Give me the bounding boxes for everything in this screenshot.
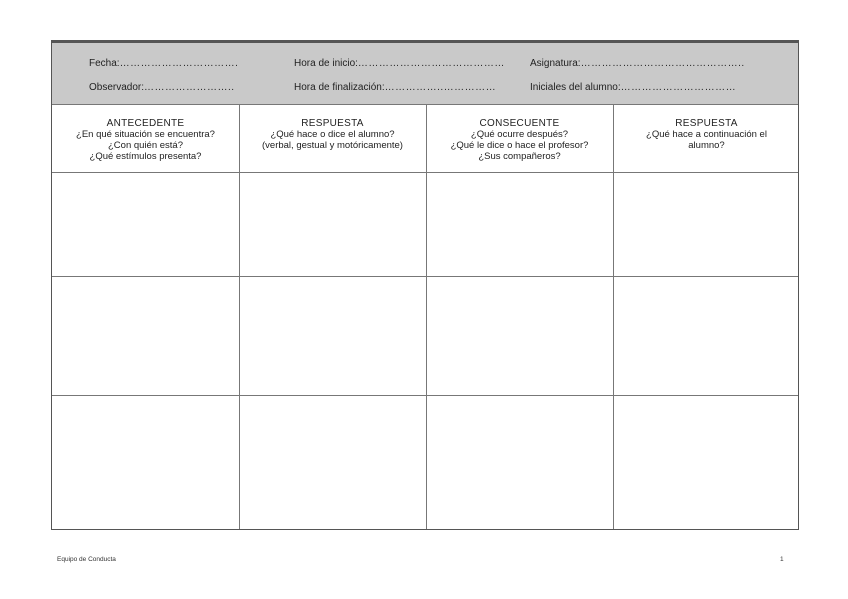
asignatura-field[interactable] (530, 58, 745, 69)
hora-finalizacion-label: Hora de finalización: (294, 82, 385, 93)
response-cell[interactable] (239, 277, 426, 395)
response-cell[interactable] (426, 173, 613, 276)
hora-inicio-dots: …………………………………… (357, 58, 505, 69)
hora-inicio-label: Hora de inicio: (294, 58, 358, 69)
response-cell[interactable] (239, 396, 426, 530)
observador-label: Observador: (89, 82, 145, 93)
iniciales-dots: …………………………… (620, 82, 737, 93)
col-line: alumno? (688, 140, 725, 151)
response-cell[interactable] (426, 277, 613, 395)
col-line: ¿Qué estímulos presenta? (89, 151, 202, 162)
fecha-dots: ……………………………. (119, 58, 239, 69)
response-cell[interactable] (613, 396, 800, 530)
col-header-consecuente (426, 105, 613, 172)
asignatura-dots: ……………………………………….. (580, 58, 745, 69)
iniciales-field[interactable] (530, 82, 736, 93)
col-line: ¿Qué hace o dice el alumno? (270, 129, 395, 140)
hora-finalizacion-dots: ……………..…………… (384, 82, 497, 93)
col-title: RESPUESTA (301, 118, 364, 129)
response-cell[interactable] (52, 396, 239, 530)
iniciales-label: Iniciales del alumno: (530, 82, 621, 93)
col-title: ANTECEDENTE (106, 118, 185, 129)
col-line: (verbal, gestual y motóricamente) (262, 140, 403, 151)
col-line: ¿Qué le dice o hace el profesor? (450, 140, 589, 151)
response-cell[interactable] (239, 173, 426, 276)
abc-observation-form (51, 40, 799, 530)
col-line: ¿Con quién está? (108, 140, 183, 151)
response-cell[interactable] (613, 173, 800, 276)
fecha-field[interactable] (89, 58, 238, 69)
form-header (52, 41, 798, 105)
response-cell[interactable] (52, 173, 239, 276)
col-header-antecedente (52, 105, 239, 172)
footer-team-name: Equipo de Conducta (57, 556, 116, 563)
hora-finalizacion-field[interactable] (294, 82, 496, 93)
column-headers (52, 105, 798, 173)
observador-field[interactable] (89, 82, 235, 93)
col-title: RESPUESTA (675, 118, 738, 129)
col-header-respuesta (239, 105, 426, 172)
response-cell[interactable] (52, 277, 239, 395)
col-line: ¿Qué ocurre después? (470, 129, 569, 140)
col-line: ¿Sus compañeros? (478, 151, 561, 162)
page-number: 1 (780, 556, 784, 563)
response-cell[interactable] (426, 396, 613, 530)
response-cell[interactable] (613, 277, 800, 395)
col-line: ¿Qué hace a continuación el (646, 129, 767, 140)
hora-inicio-field[interactable] (294, 58, 505, 69)
col-title: CONSECUENTE (479, 118, 560, 129)
col-line: ¿En qué situación se encuentra? (76, 129, 215, 140)
col-header-respuesta-final (613, 105, 800, 172)
observador-dots: …………………….. (144, 82, 235, 93)
fecha-label: Fecha: (89, 58, 120, 69)
asignatura-label: Asignatura: (530, 58, 581, 69)
